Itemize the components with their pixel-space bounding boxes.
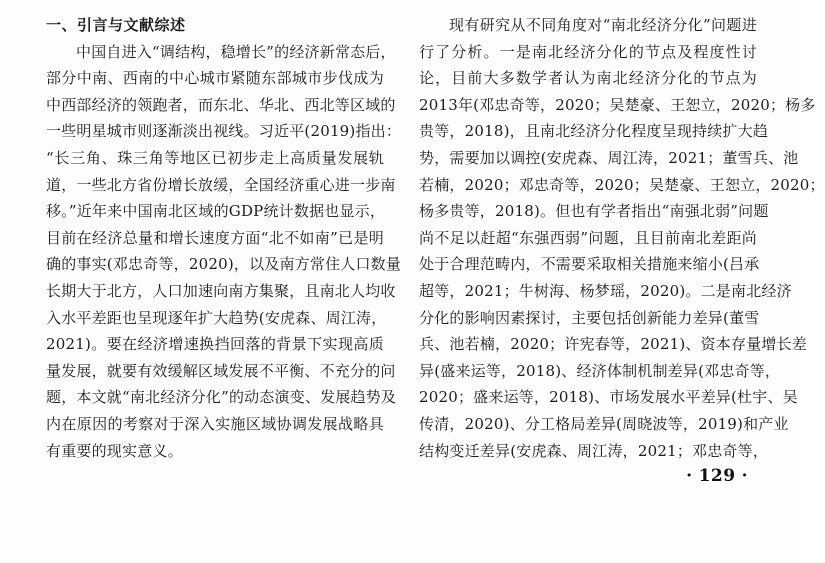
paragraph-line: 2021)。要在经济增速换挡回落的背景下实现高质 bbox=[46, 335, 384, 354]
paragraph-line: 目前在经济总量和增长速度方面“北不如南”已是明 bbox=[46, 228, 384, 247]
paragraph-line: 中西部经济的领跑者，而东北、华北、西北等区域的 bbox=[46, 95, 396, 114]
paragraph-line: 势，需要加以调控(安虎森、周江涛，2021；董雪兵、池 bbox=[419, 148, 799, 167]
paragraph-line: 长期大于北方，人口加速向南方集聚，且南北人均收 bbox=[46, 281, 396, 300]
paragraph-line: 兵、池若楠，2020；许宪春等，2021)、资本存量增长差 bbox=[419, 335, 808, 354]
page-number-dot-left: · bbox=[686, 466, 693, 486]
paragraph-line: 确的事实(邓忠奇等，2020)，以及南方常住人口数量 bbox=[46, 255, 402, 274]
left-column bbox=[46, 12, 402, 464]
paragraph-line: 处于合理范畴内，不需要采取相关措施来缩小(吕承 bbox=[419, 255, 760, 274]
paragraph-line: 分化的影响因素探讨，主要包括创新能力差异(董雪 bbox=[419, 308, 760, 327]
page-number bbox=[680, 466, 754, 486]
paragraph-line: 杨多贵等，2018)。但也有学者指出“南强北弱”问题 bbox=[419, 202, 769, 221]
page-number-value: 129 bbox=[698, 466, 736, 486]
paragraph-line: 若楠，2020；邓忠奇等，2020；吴楚豪、王恕立，2020； bbox=[419, 175, 825, 194]
paragraph-line: 传清，2020)、分工格局差异(周晓波等，2019)和产业 bbox=[419, 414, 789, 433]
section-heading: 一、引言与文献综述 bbox=[46, 16, 186, 34]
paragraph-line: 有重要的现实意义。 bbox=[46, 441, 183, 460]
paragraph-line: 移。”近年来中国南北区域的GDP统计数据也显示， bbox=[46, 202, 386, 221]
paragraph-line: 2013年(邓忠奇等，2020；吴楚豪、王恕立，2020；杨多 bbox=[419, 95, 816, 114]
paragraph-line: 道，一些北方省份增长放缓，全国经济重心进一步南 bbox=[46, 175, 396, 194]
paragraph-line: 题，本文就“南北经济分化”的动态演变、发展趋势及 bbox=[46, 388, 397, 407]
paragraph-line: 论，目前大多数学者认为南北经济分化的节点为 bbox=[419, 69, 757, 88]
paragraph-line: 尚不足以赶超“东强西弱”问题，且目前南北差距尚 bbox=[419, 228, 757, 247]
paragraph-line: 量发展，就要有效缓解区域发展不平衡、不充分的问 bbox=[46, 361, 396, 380]
page-number-dot-right: · bbox=[741, 466, 748, 486]
paragraph-line: 部分中南、西南的中心城市紧随东部城市步伐成为 bbox=[46, 69, 384, 88]
paragraph-line: 中国自进入“调结构，稳增长”的经济新常态后， bbox=[76, 42, 396, 61]
paragraph-line: “长三角、珠三角等地区已初步走上高质量发展轨 bbox=[46, 148, 384, 167]
paragraph-line: 入水平差距也呈现逐年扩大趋势(安虎森、周江涛， bbox=[46, 308, 387, 327]
paragraph-line: 行了分析。一是南北经济分化的节点及程度性讨 bbox=[419, 42, 757, 61]
paragraph-line: 现有研究从不同角度对“南北经济分化”问题进 bbox=[449, 16, 757, 34]
paragraph-line: 异(盛来运等，2018)、经济体制机制差异(邓忠奇等， bbox=[419, 361, 781, 380]
right-column bbox=[419, 12, 825, 464]
paragraph-line: 一些明星城市则逐渐淡出视线。习近平(2019)指出： bbox=[46, 122, 402, 141]
paragraph-line: 结构变迁差异(安虎森、周江涛，2021；邓忠奇等， bbox=[419, 441, 769, 460]
paragraph-line: 超等，2021；牛树海、杨梦瑶，2020)。二是南北经济 bbox=[419, 281, 792, 300]
paragraph-line: 贵等，2018)，且南北经济分化程度呈现持续扩大趋 bbox=[419, 122, 769, 141]
paragraph-line: 2020；盛来运等，2018)、市场发展水平差异(杜宇、吴 bbox=[419, 388, 798, 407]
paragraph-line: 内在原因的考察对于深入实施区域协调发展战略具 bbox=[46, 414, 384, 433]
